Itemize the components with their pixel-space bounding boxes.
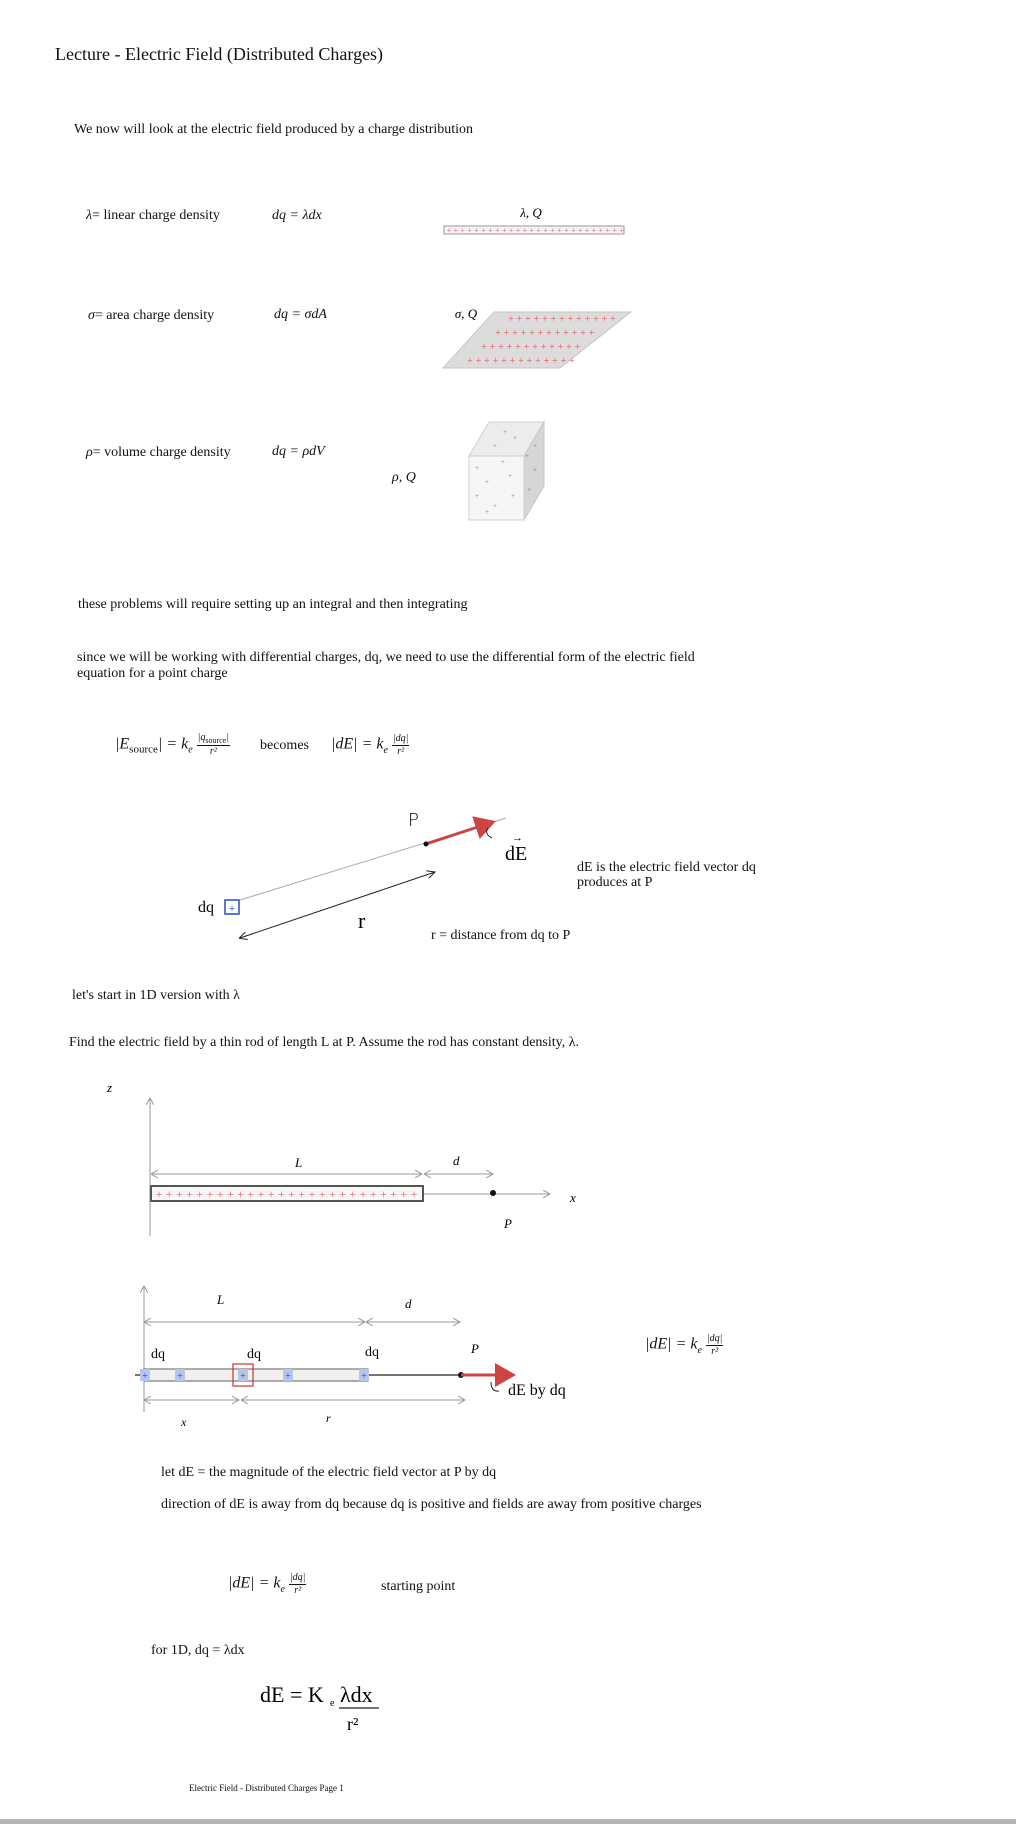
plus-charge: +: [216, 1187, 224, 1201]
plus-charge: +: [186, 1187, 193, 1201]
de-vec-arrow: →: [512, 832, 523, 844]
frac-den: r²: [209, 746, 217, 758]
linear-rod-figure: [436, 200, 636, 240]
linear-fig-label: λ, Q: [520, 205, 542, 220]
plus-charge: +: [227, 1187, 234, 1201]
plus-charge: +: [559, 314, 565, 325]
plus-charge: +: [549, 342, 555, 353]
page-bottom-bar: [0, 1819, 1016, 1824]
starting-point-text: starting point: [381, 1579, 456, 1594]
plus-charge: +: [527, 486, 531, 494]
plus-charge: +: [475, 356, 482, 367]
area-density-label: = area charge density: [94, 308, 215, 323]
volume-density-label: = volume charge density: [92, 445, 231, 460]
de-equation-right: [645, 1333, 723, 1357]
dq-label-hand: dq: [198, 899, 214, 916]
plus-charge: +: [518, 356, 524, 367]
plus-charge: +: [237, 1187, 244, 1201]
plus-charge: +: [481, 226, 486, 235]
plus-charge: +: [359, 1187, 367, 1201]
plus-charge: +: [349, 1187, 357, 1201]
start-lhs: |dE| = k: [228, 1574, 281, 1592]
plus-charge: +: [542, 314, 548, 325]
plus-charge: +: [533, 442, 537, 450]
plus-charge: +: [554, 328, 561, 339]
hw-lhs: dE = K: [260, 1682, 324, 1707]
plus-charge: +: [501, 226, 507, 235]
e-source-fraction: [197, 732, 230, 758]
dq-plus: +: [361, 1371, 367, 1382]
plus-charge: +: [569, 356, 575, 367]
plus-charge: +: [525, 452, 529, 460]
plus-charge: +: [571, 328, 578, 339]
plus-charge: +: [533, 466, 537, 474]
rod2-de-by-dq: dE by dq: [508, 1382, 566, 1399]
plus-charge: +: [485, 508, 489, 516]
plus-charge: +: [498, 342, 504, 353]
e-source-sub: source: [129, 743, 158, 756]
start-fraction: [289, 1572, 307, 1596]
rod1-P-label: P: [504, 1216, 512, 1231]
plus-charge: +: [501, 356, 507, 367]
d-label: d: [453, 1153, 460, 1168]
de-ke-sub: e: [383, 744, 388, 756]
page-footer: Electric Field - Distributed Charges Page 1: [189, 1783, 344, 1793]
linear-rod-charges: [447, 226, 625, 235]
plus-charge: +: [165, 1187, 173, 1201]
hw-den: r²: [347, 1714, 359, 1734]
de-right-lhs: |dE| = k: [645, 1335, 698, 1353]
volume-density-def: [86, 445, 231, 461]
plus-charge: +: [400, 1187, 408, 1201]
e-source-equation: [115, 732, 230, 758]
plus-charge: +: [493, 442, 497, 450]
hw-num: λdx: [340, 1682, 373, 1707]
de-vector: [426, 822, 493, 844]
dq-plus: +: [142, 1371, 148, 1382]
dq-plus: +: [285, 1371, 291, 1382]
frac-num-end: |: [226, 732, 230, 743]
plus-charge: +: [593, 314, 599, 325]
frac-num-sub: source: [205, 736, 227, 745]
plus-charge: +: [566, 342, 572, 353]
plus-charge: +: [508, 472, 512, 480]
plus-charge: +: [488, 226, 493, 235]
frac-num: |q: [197, 732, 206, 743]
intro-text: We now will look at the electric field produced by a charge distribution: [74, 122, 474, 137]
rod2-dq-middle: dq: [247, 1347, 261, 1362]
lambda-symbol: λ: [86, 208, 93, 223]
hw-sub: e: [330, 1698, 335, 1709]
plus-charge: +: [380, 1187, 387, 1201]
rod2-d-label: d: [405, 1296, 412, 1311]
plus-charge: +: [577, 226, 583, 235]
handwritten-equation: [255, 1676, 395, 1736]
plus-charge: +: [369, 1187, 377, 1201]
plus-charge: +: [503, 428, 507, 436]
plus-charge: +: [550, 314, 557, 325]
vector-diagram: [190, 808, 570, 948]
plus-charge: +: [196, 1187, 204, 1201]
plus-charge: +: [475, 492, 479, 500]
plus-charge: +: [467, 226, 472, 235]
plus-charge: +: [492, 356, 499, 367]
becomes-text: becomes: [260, 738, 309, 753]
plus-charge: +: [533, 314, 540, 325]
plus-charge: +: [446, 226, 452, 235]
area-dq: dq = σdA: [274, 307, 327, 322]
de-label-hand: dE: [505, 843, 528, 865]
de-num: |dq|: [392, 733, 409, 744]
plus-charge: +: [155, 1187, 163, 1201]
rod-figure-1: [95, 1078, 595, 1248]
de-right-fraction: [706, 1333, 724, 1357]
plus-charge: +: [535, 356, 541, 367]
plus-charge: +: [563, 328, 569, 339]
plus-charge: +: [501, 458, 505, 466]
area-sheet-figure: [436, 300, 636, 372]
plus-charge: +: [601, 314, 608, 325]
plus-charge: +: [588, 328, 595, 339]
plus-charge: +: [546, 328, 552, 339]
linear-density-label: = linear charge density: [92, 208, 220, 223]
dq-plus: +: [177, 1371, 183, 1382]
de-right-num: |dq|: [706, 1333, 723, 1344]
rod2-P-label: P: [471, 1341, 479, 1356]
plus-charge: +: [515, 226, 521, 235]
rod2-r-label: r: [326, 1411, 331, 1425]
plus-charge: +: [247, 1187, 255, 1201]
start-den: r²: [294, 1584, 302, 1596]
plus-charge: +: [509, 356, 516, 367]
plus-charge: +: [467, 356, 473, 367]
plus-charge: +: [584, 314, 591, 325]
plus-charge: +: [474, 226, 479, 235]
plus-charge: +: [529, 328, 535, 339]
plus-charge: +: [481, 342, 487, 353]
plus-charge: +: [610, 314, 616, 325]
plus-charge: +: [537, 328, 544, 339]
plus-charge: +: [513, 434, 517, 442]
plus-charge: +: [298, 1187, 306, 1201]
rod2-de-pointer: [491, 1382, 499, 1391]
plus-charge: +: [564, 226, 569, 235]
rod2-dq-left: dq: [151, 1347, 165, 1362]
start-num: |dq|: [289, 1572, 306, 1583]
start-1d-text: let's start in 1D version with λ: [72, 988, 240, 1003]
plus-charge: +: [318, 1187, 326, 1201]
plus-charge: +: [529, 226, 535, 235]
differential-text-2: equation for a point charge: [77, 666, 228, 681]
plus-charge: +: [339, 1187, 346, 1201]
integral-text: these problems will require setting up an integral and then integrating: [78, 597, 468, 612]
plus-charge: +: [598, 226, 604, 235]
plus-charge: +: [543, 356, 550, 367]
e-source-mid: | = k: [157, 735, 189, 753]
de-right-den: r²: [711, 1345, 719, 1357]
L-label: L: [295, 1155, 303, 1170]
plus-charge: +: [485, 478, 489, 486]
plus-charge: +: [460, 226, 466, 235]
for-1d-text: for 1D, dq = λdx: [151, 1643, 245, 1658]
volume-dq: dq = ρdV: [272, 444, 325, 459]
plus-charge: +: [267, 1187, 275, 1201]
plus-charge: +: [532, 342, 538, 353]
plus-charge: +: [550, 226, 555, 235]
plus-charge: +: [580, 328, 586, 339]
plus-charge: +: [512, 328, 518, 339]
plus-charge: +: [453, 226, 459, 235]
plus-charge: +: [278, 1187, 285, 1201]
ke-sub: e: [188, 744, 193, 756]
rod2-x-label: x: [181, 1415, 187, 1429]
de-lhs: |dE| = k: [331, 735, 384, 753]
rod1-point-p: [490, 1190, 496, 1196]
starting-equation: [228, 1572, 306, 1596]
direction-text: direction of dE is away from dq because dq is positive and fields are away from positive charges: [161, 1497, 702, 1512]
rod-figure-2: [135, 1280, 615, 1430]
plus-charge: +: [493, 502, 497, 510]
plus-charge: +: [523, 342, 530, 353]
area-fig-label: σ, Q: [454, 306, 478, 321]
x-axis-label: x: [570, 1190, 576, 1205]
plus-charge: +: [619, 226, 624, 235]
area-density-def: [88, 308, 214, 324]
plus-charge: +: [552, 356, 558, 367]
plus-charge: +: [516, 314, 523, 325]
plus-charge: +: [605, 226, 610, 235]
de-right-ke-sub: e: [697, 1344, 702, 1356]
plus-charge: +: [508, 226, 514, 235]
plus-charge: +: [257, 1187, 265, 1201]
de-description-1: dE is the electric field vector dq: [577, 860, 756, 875]
plus-charge: +: [536, 226, 541, 235]
plus-charge: +: [475, 464, 479, 472]
plus-charge: +: [506, 342, 513, 353]
r-label-hand: r: [358, 908, 366, 933]
rod2-dq-right: dq: [365, 1345, 379, 1360]
linear-dq: dq = λdx: [272, 208, 322, 223]
plus-charge: +: [495, 226, 500, 235]
point-p: [424, 842, 429, 847]
let-de-text: let dE = the magnitude of the electric field vector at P by dq: [161, 1465, 497, 1480]
sigma-symbol: σ: [88, 308, 95, 323]
plus-charge: +: [591, 226, 597, 235]
plus-charge: +: [584, 226, 590, 235]
page-title: Lecture - Electric Field (Distributed Charges): [55, 44, 384, 64]
dq-plus: +: [240, 1371, 246, 1382]
plus-charge: +: [308, 1187, 316, 1201]
de-description-2: produces at P: [577, 875, 653, 890]
plus-charge: +: [567, 314, 574, 325]
problem-text: Find the electric field by a thin rod of length L at P. Assume the rod has constant density, λ.: [69, 1035, 580, 1050]
de-pointer: [487, 828, 492, 838]
plus-charge: +: [511, 492, 515, 500]
plus-charge: +: [176, 1187, 183, 1201]
plus-charge: +: [484, 356, 490, 367]
plus-charge: +: [410, 1187, 418, 1201]
e-source-lhs: |E: [115, 735, 130, 753]
z-axis-label: z: [107, 1080, 113, 1095]
plus-charge: +: [612, 226, 617, 235]
plus-charge: +: [560, 356, 567, 367]
plus-charge: +: [206, 1187, 214, 1201]
de-den: r²: [397, 745, 405, 757]
volume-cube-figure: [465, 418, 545, 524]
de-fraction: [392, 733, 410, 757]
plus-charge: +: [526, 356, 533, 367]
plus-charge: +: [489, 342, 496, 353]
plus-charge: +: [288, 1187, 295, 1201]
plus-charge: +: [329, 1187, 336, 1201]
plus-charge: +: [540, 342, 547, 353]
plus-charge: +: [495, 328, 501, 339]
plus-charge: +: [522, 226, 528, 235]
plus-charge: +: [520, 328, 527, 339]
plus-charge: +: [503, 328, 510, 339]
volume-fig-label: ρ, Q: [392, 470, 416, 485]
plus-charge: +: [543, 226, 548, 235]
linear-density-def: [86, 208, 220, 224]
rod2-L-label: L: [217, 1292, 225, 1307]
plus-charge: +: [508, 314, 514, 325]
rho-symbol: ρ: [86, 445, 93, 460]
r-arrow: [240, 872, 435, 938]
plus-charge: +: [576, 314, 582, 325]
plus-charge: +: [557, 342, 564, 353]
plus-charge: +: [515, 342, 521, 353]
plus-charge: +: [525, 314, 531, 325]
de-equation: [331, 733, 409, 757]
r-description: r = distance from dq to P: [431, 928, 571, 943]
plus-charge: +: [570, 226, 576, 235]
plus-charge: +: [557, 226, 562, 235]
start-ke-sub: e: [280, 1583, 285, 1595]
differential-text-1: since we will be working with differential charges, dq, we need to use the differential form of the electric field: [77, 650, 695, 665]
plus-charge: +: [574, 342, 581, 353]
p-label-hand: P: [408, 810, 419, 831]
dq-plus: +: [228, 901, 236, 915]
plus-charge: +: [390, 1187, 397, 1201]
